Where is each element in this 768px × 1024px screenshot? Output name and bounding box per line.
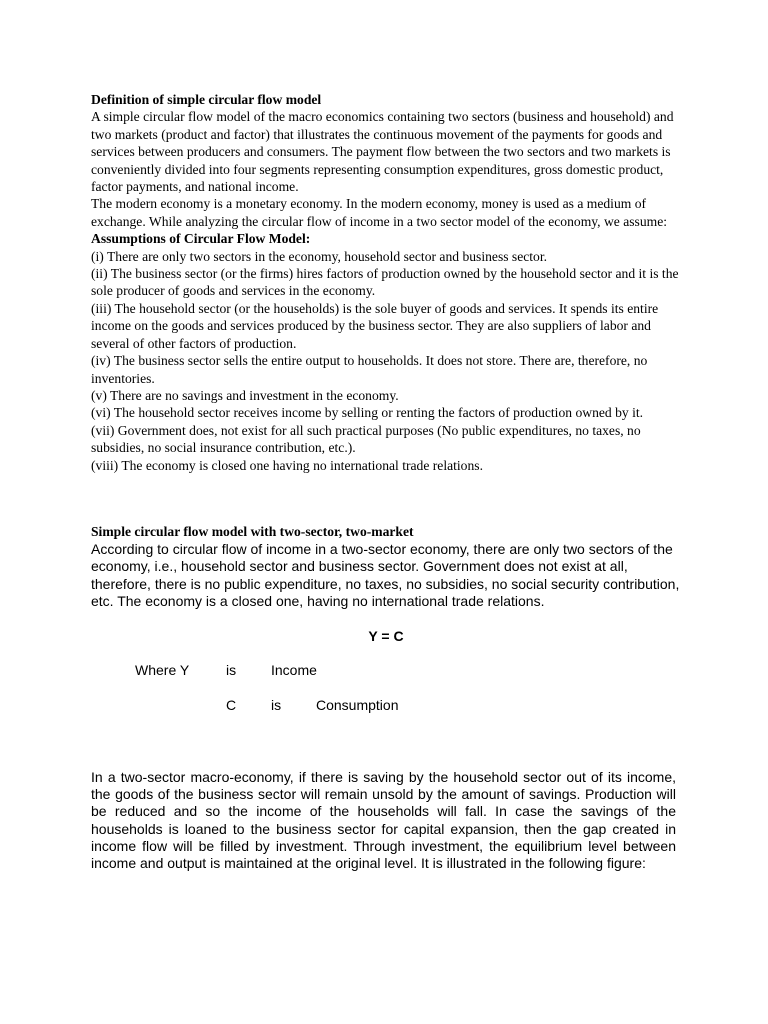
monetary-economy-paragraph: The modern economy is a monetary economy. In the modern economy, money is used as a medium of exchange. While analyzing the circular flow of income in a two sector model of the economy, we assume: xyxy=(91,196,668,229)
c-label: C xyxy=(226,697,237,713)
where-y-label: Where Y xyxy=(135,662,190,678)
income-label: Income xyxy=(271,662,317,678)
consumption-label: Consumption xyxy=(316,697,399,713)
definition-heading: Definition of simple circular flow model xyxy=(91,92,322,107)
definition-section xyxy=(91,91,681,474)
two-sector-paragraph: According to circular flow of income in a two-sector economy, there are only two sectors of the economy, i.e., household sector and business sector. Government does not exist at all, therefore, there is no public expenditure, no taxes, no subsidies, no social security contribution, etc. The economy is a closed one, having no international trade relations. xyxy=(91,541,680,610)
is-label: is xyxy=(226,662,237,678)
assumption-item: (v) There are no savings and investment in the economy. xyxy=(91,387,399,403)
assumption-item: (viii) The economy is closed one having no international trade relations. xyxy=(91,457,483,473)
two-sector-section xyxy=(91,541,681,611)
assumption-item: (i) There are only two sectors in the economy, household sector and business sector. xyxy=(91,248,548,264)
assumption-item: (iii) The household sector (or the households) is the sole buyer of goods and services. It spends its entire income on the goods and services produced by the business sector. They are also suppliers of labor and several of other factors of production. xyxy=(91,300,659,351)
assumption-item: (ii) The business sector (or the firms) hires factors of production owned by the household sector and it is the sole producer of goods and services in the economy. xyxy=(91,266,679,299)
savings-investment-paragraph: In a two-sector macro-economy, if there is saving by the household sector out of its income, the goods of the business sector will remain unsold by the amount of savings. Production will be reduced and so the income of the households will fall. In case the savings of the households is loaned to the business sector for capital expansion, then the gap created in income flow will be filled by investment. Through investment, the equilibrium level between income and output is maintained at the original level. It is illustrated in the following figure: xyxy=(91,769,676,872)
is-label: is xyxy=(271,697,282,713)
equation-y-equals-c: Y = C xyxy=(368,628,404,644)
assumptions-heading: Assumptions of Circular Flow Model: xyxy=(91,231,311,247)
two-sector-heading: Simple circular flow model with two-sector, two-market xyxy=(91,524,414,539)
assumption-item: (vii) Government does, not exist for all such practical purposes (No public expenditures, no taxes, no subsidies, no social insurance contribution, etc.). xyxy=(91,422,641,456)
assumption-item: (iv) The business sector sells the entire output to households. It does not store. There are, therefore, no inventories. xyxy=(91,353,648,386)
definition-paragraph: A simple circular flow model of the macro economics containing two sectors (business and household) and two markets (product and factor) that illustrates the continuous movement of the payments for goods and services between producers and consumers. The payment flow between the two sectors and two markets is conveniently divided into four segments representing consumption expenditures, gross domestic product, factor payments, and national income. xyxy=(91,109,674,195)
assumption-item: (vi) The household sector receives income by selling or renting the factors of production owned by it. xyxy=(91,405,644,421)
